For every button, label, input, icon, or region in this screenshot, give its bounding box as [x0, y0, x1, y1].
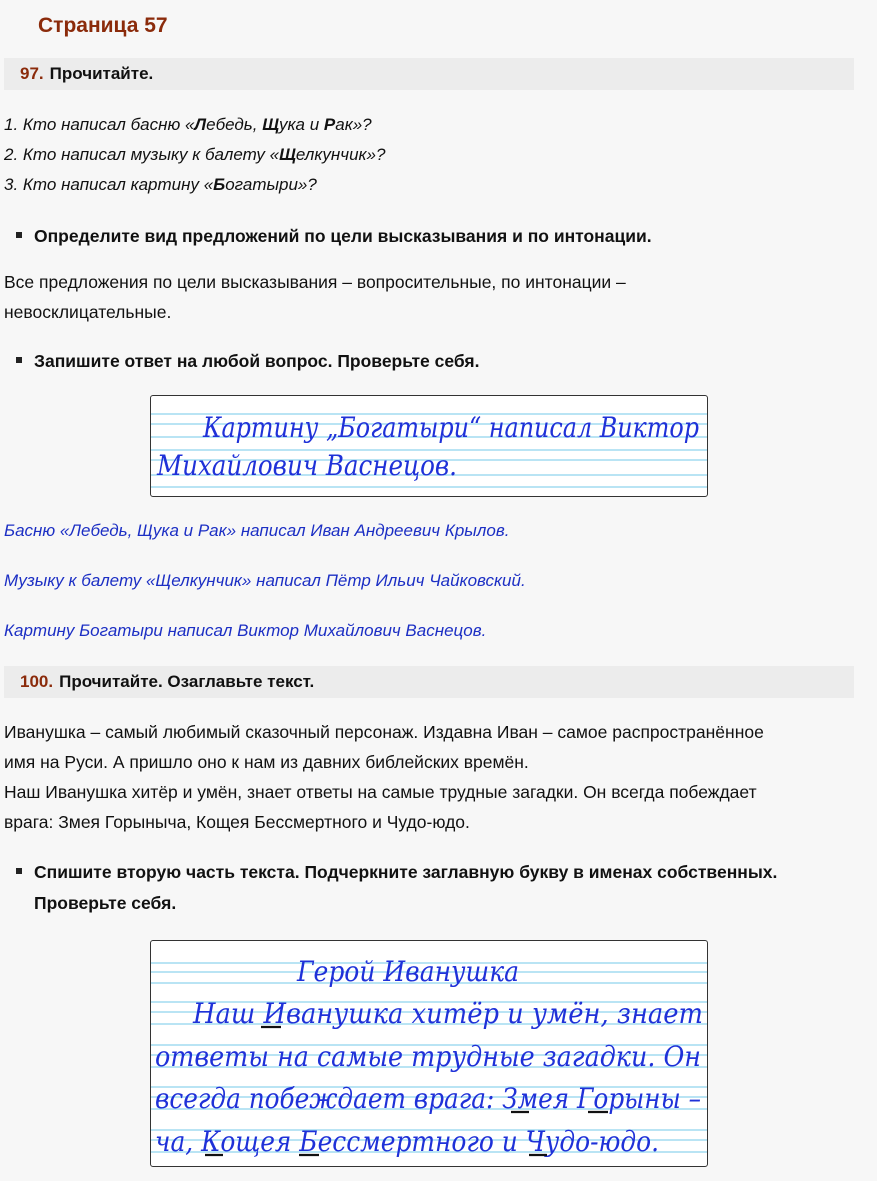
question-3-num: 3.	[4, 175, 19, 194]
paragraph-line: невосклицательные.	[4, 302, 172, 322]
bullet-write-answer	[16, 346, 480, 377]
question-3-bold: Б	[213, 175, 226, 194]
question-2-num: 2.	[4, 145, 19, 164]
task-100-text	[4, 717, 864, 837]
handwriting-card-2	[150, 940, 708, 1167]
answer-line-1: Басню «Лебедь, Щука и Рак» написал Иван Андреевич Крылов.	[4, 521, 510, 540]
question-1-num: 1.	[4, 115, 19, 134]
bullet-copy-text	[16, 857, 777, 919]
question-3-text: огатыри»?	[225, 175, 317, 194]
handwriting-line: Михайлович Васнецов.	[156, 449, 458, 482]
question-3-text: Кто написал картину «	[18, 175, 214, 194]
question-1-bold: Л	[194, 115, 207, 134]
task-100-number: 100.	[20, 672, 54, 691]
bullet-text: Определите вид предложений по цели высказывания и по интонации.	[34, 226, 652, 246]
question-2-text: Кто написал музыку к балету «	[18, 145, 280, 164]
question-1-bold: Р	[323, 115, 336, 134]
bullet-text: Спишите вторую часть текста. Подчеркните заглавную букву в именах собственных.	[34, 862, 778, 882]
handwriting-line: всегда побеждает врага: Змея Горыны –	[155, 1082, 701, 1115]
handwriting-title: Герой Иванушка	[296, 955, 519, 988]
paragraph-line: имя на Руси. А пришло оно к нам из давних библейских времён.	[4, 752, 529, 772]
bullet-text: Запишите ответ на любой вопрос. Проверьте себя.	[34, 351, 480, 371]
bullet-define-type	[16, 221, 652, 252]
handwriting-card-1	[150, 395, 708, 497]
answer-sentence-type	[4, 267, 864, 327]
handwriting-svg-2	[151, 941, 707, 1166]
bullet-marker	[16, 868, 22, 874]
handwriting-line: Картину „Богатыри“ написал Виктор	[202, 411, 700, 444]
handwriting-line: ответы на самые трудные загадки. Он	[155, 1040, 701, 1073]
bullet-marker	[16, 357, 22, 363]
paragraph-line: Иванушка – самый любимый сказочный персонаж. Издавна Иван – самое распространённое	[4, 722, 764, 742]
bullet-marker	[16, 232, 22, 238]
handwriting-line: ча, Кощея Бессмертного и Чудо-юдо.	[155, 1125, 659, 1158]
paragraph-line: врага: Змея Горыныча, Кощея Бессмертного и Чудо-юдо.	[4, 812, 470, 832]
task-97-header	[4, 58, 854, 90]
question-1-text: Кто написал басню «	[18, 115, 195, 134]
task-100-title: Прочитайте. Озаглавьте текст.	[59, 672, 315, 691]
paragraph-line: Наш Иванушка хитёр и умён, знает ответы на самые трудные загадки. Он всегда побеждает	[4, 782, 757, 802]
question-1-text: ак»?	[335, 115, 372, 134]
task-97-number: 97.	[20, 64, 44, 83]
task-100-header	[4, 666, 854, 698]
question-2-bold: Щ	[279, 145, 296, 164]
bullet-text: Проверьте себя.	[34, 893, 177, 913]
question-2	[4, 145, 385, 165]
question-3	[4, 175, 317, 195]
answer-line-2: Музыку к балету «Щелкунчик» написал Пётр Ильич Чайковский.	[4, 571, 526, 590]
handwriting-svg-1	[151, 396, 707, 496]
task-97-title: Прочитайте.	[49, 64, 154, 83]
question-1-text: ука и	[279, 115, 324, 134]
paragraph-line: Все предложения по цели высказывания – вопросительные, по интонации –	[4, 272, 626, 292]
answer-line-3: Картину Богатыри написал Виктор Михайлович Васнецов.	[4, 621, 487, 640]
question-1-bold: Щ	[262, 115, 279, 134]
question-2-text: елкунчик»?	[295, 145, 386, 164]
question-1-text: ебедь,	[206, 115, 263, 134]
page-title: Страница 57	[38, 14, 168, 37]
handwriting-line: Наш Иванушка хитёр и умён, знает	[192, 997, 703, 1030]
question-1	[4, 115, 372, 135]
